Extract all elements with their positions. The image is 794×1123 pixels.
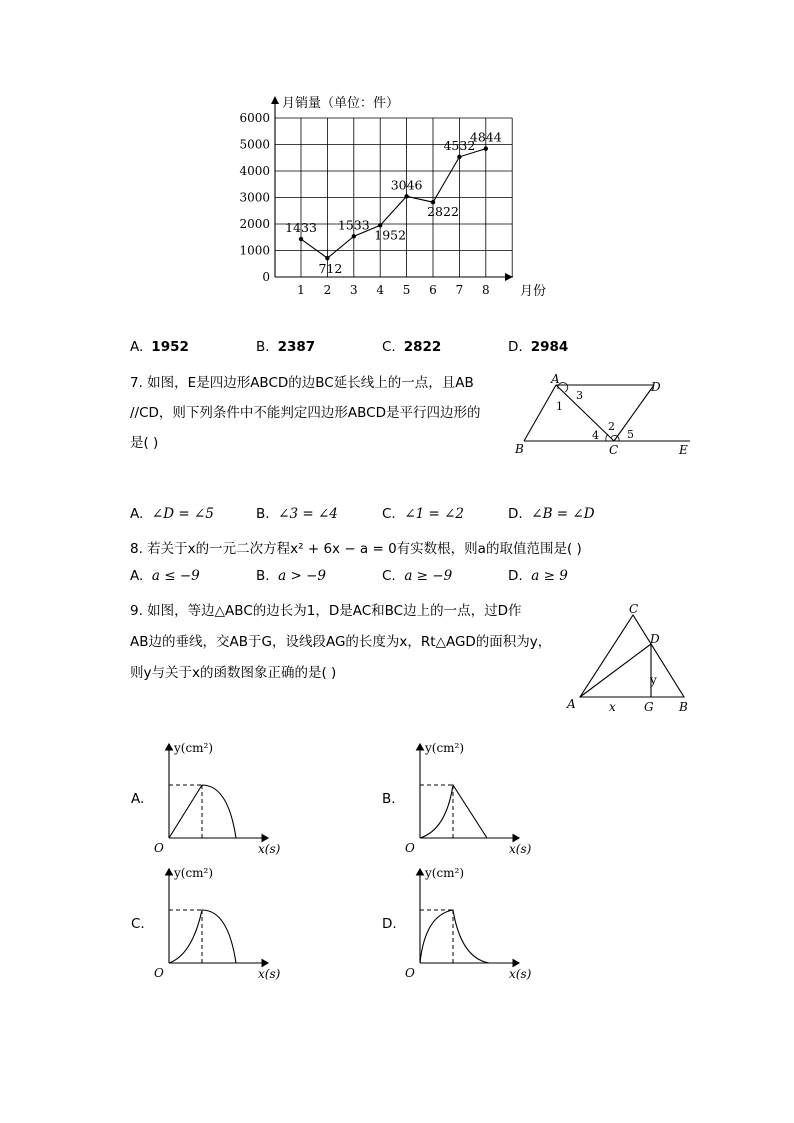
option-text: 2387 bbox=[277, 339, 316, 355]
option-text: 2822 bbox=[403, 339, 442, 355]
option-text: 2984 bbox=[530, 339, 569, 355]
x-tick-label: 7 bbox=[455, 283, 464, 297]
q7-figure bbox=[505, 370, 705, 460]
q9-option-c-letter[interactable]: C. bbox=[131, 916, 145, 932]
q7-text-line3: 是( ) bbox=[130, 435, 159, 451]
data-point bbox=[325, 256, 329, 260]
data-point bbox=[352, 234, 356, 238]
option-text: a > −9 bbox=[278, 568, 326, 584]
origin-label: O bbox=[405, 841, 415, 855]
y-tick-label: 0 bbox=[262, 270, 270, 284]
label-d: D bbox=[651, 380, 661, 394]
q8-option-c[interactable] bbox=[382, 568, 452, 584]
q7-option-b[interactable] bbox=[256, 506, 338, 522]
option-letter: B. bbox=[256, 339, 270, 355]
option-text: a ≥ 9 bbox=[531, 568, 568, 584]
option-letter: A. bbox=[130, 568, 144, 584]
option-letter: D. bbox=[508, 339, 523, 355]
data-label: 1533 bbox=[337, 217, 370, 233]
data-label: 4844 bbox=[469, 129, 502, 145]
data-point bbox=[484, 146, 488, 150]
option-letter: C. bbox=[382, 339, 396, 355]
option-text: ∠D = ∠5 bbox=[151, 506, 214, 522]
option-letter: B. bbox=[256, 506, 270, 522]
q6-option-d[interactable] bbox=[508, 339, 568, 355]
q7-option-a[interactable] bbox=[130, 506, 214, 522]
option-letter: A. bbox=[130, 506, 144, 522]
q9-graph-d[interactable] bbox=[401, 863, 541, 985]
data-label: 1433 bbox=[285, 220, 317, 236]
option-text: ∠1 = ∠2 bbox=[404, 506, 465, 522]
option-text: 1952 bbox=[151, 339, 189, 355]
q6-option-b[interactable] bbox=[256, 339, 315, 355]
q7-text-line2: //CD，则下列条件中不能判定四边形ABCD是平行四边形的 bbox=[130, 405, 481, 421]
y-axis-label: y(cm²) bbox=[425, 741, 465, 755]
x-tick-label: 5 bbox=[402, 283, 411, 297]
angle-3: 3 bbox=[576, 389, 583, 402]
label-c: C bbox=[629, 602, 639, 616]
option-text: a ≥ −9 bbox=[404, 568, 453, 584]
option-letter: B. bbox=[256, 568, 270, 584]
angle-4: 4 bbox=[592, 429, 599, 442]
label-a: A bbox=[567, 697, 576, 711]
q6-option-a[interactable] bbox=[130, 339, 189, 355]
y-axis-label: y(cm²) bbox=[174, 741, 214, 755]
origin-label: O bbox=[154, 966, 164, 980]
curve-d bbox=[420, 910, 489, 963]
y-axis-label: 月销量（单位：件） bbox=[282, 96, 400, 111]
option-text: a ≤ −9 bbox=[151, 568, 200, 584]
data-label: 3046 bbox=[390, 177, 423, 193]
x-axis-label: x(s) bbox=[509, 967, 532, 981]
x-tick-label: 6 bbox=[429, 283, 437, 297]
option-text: ∠B = ∠D bbox=[531, 506, 595, 522]
y-tick-label: 4000 bbox=[239, 164, 270, 178]
option-letter: C. bbox=[382, 568, 396, 584]
q9-graph-b[interactable] bbox=[401, 738, 541, 860]
label-b: B bbox=[515, 442, 524, 456]
y-axis-arrow bbox=[271, 96, 279, 104]
x-axis-label: x(s) bbox=[258, 967, 281, 981]
option-letter: C. bbox=[382, 506, 396, 522]
option-letter: D. bbox=[508, 506, 523, 522]
q7-text-line1: 7. 如图，E是四边形ABCD的边BC延长线上的一点，且AB bbox=[130, 375, 474, 391]
angle-5: 5 bbox=[627, 428, 634, 441]
q9-text-line2: AB边的垂线，交AB于G，设线段AG的长度为x，Rt△AGD的面积为y， bbox=[130, 634, 552, 650]
q8-option-b[interactable] bbox=[256, 568, 326, 584]
label-e: E bbox=[679, 443, 688, 457]
q6-option-c[interactable] bbox=[382, 339, 441, 355]
option-letter: D. bbox=[508, 568, 523, 584]
data-label: 2822 bbox=[427, 204, 459, 220]
label-g: G bbox=[644, 700, 654, 714]
y-tick-label: 3000 bbox=[239, 190, 270, 205]
q9-text-line1: 9. 如图，等边△ABC的边长为1，D是AC和BC边上的一点，过D作 bbox=[130, 603, 522, 619]
q8-text-line1: 8. 若关于x的一元二次方程x² + 6x − a = 0有实数根，则a的取值范围是( ) bbox=[130, 541, 582, 557]
q9-graph-c[interactable] bbox=[150, 863, 290, 985]
x-axis-label: x(s) bbox=[509, 842, 532, 856]
y-axis-label: y(cm²) bbox=[174, 866, 214, 880]
x-tick-label: 2 bbox=[323, 283, 332, 297]
data-point bbox=[404, 194, 408, 198]
label-a: A bbox=[551, 372, 560, 386]
origin-label: O bbox=[405, 966, 415, 980]
q9-triangle-figure bbox=[560, 598, 705, 718]
q9-option-b-letter[interactable]: B. bbox=[382, 791, 396, 807]
y-tick-label: 6000 bbox=[239, 111, 270, 125]
label-d: D bbox=[650, 632, 660, 646]
angle-2: 2 bbox=[608, 420, 615, 433]
option-text: ∠3 = ∠4 bbox=[278, 506, 338, 522]
x-tick-label: 3 bbox=[349, 283, 358, 297]
angle-1: 1 bbox=[556, 400, 563, 413]
data-point bbox=[457, 155, 461, 159]
q7-option-c[interactable] bbox=[382, 506, 464, 522]
option-letter: A. bbox=[130, 339, 144, 355]
x-tick-label: 4 bbox=[376, 283, 385, 297]
q9-text-line3: 则y与关于x的函数图象正确的是( ) bbox=[130, 665, 337, 681]
label-c: C bbox=[609, 443, 619, 457]
x-tick-label: 8 bbox=[481, 283, 490, 297]
q9-option-a-letter[interactable]: A. bbox=[131, 791, 145, 807]
q8-option-a[interactable] bbox=[130, 568, 200, 584]
x-axis-label: 月份 bbox=[520, 284, 547, 299]
q7-option-d[interactable] bbox=[508, 506, 595, 522]
q9-option-d-letter[interactable]: D. bbox=[382, 916, 397, 932]
data-point bbox=[299, 237, 303, 241]
label-x: x bbox=[609, 700, 616, 714]
label-b: B bbox=[679, 700, 688, 714]
y-axis-label: y(cm²) bbox=[425, 866, 465, 880]
chart-labels bbox=[285, 130, 502, 276]
y-tick-label: 1000 bbox=[239, 243, 270, 258]
data-label: 712 bbox=[318, 261, 343, 277]
y-tick-label: 5000 bbox=[239, 137, 270, 152]
x-axis-arrow bbox=[505, 273, 513, 281]
x-tick-label: 1 bbox=[297, 283, 305, 297]
q9-graph-a[interactable] bbox=[150, 738, 290, 860]
x-axis-label: x(s) bbox=[258, 842, 281, 856]
origin-label: O bbox=[154, 841, 164, 855]
label-y: y bbox=[650, 673, 657, 687]
q8-option-d[interactable] bbox=[508, 568, 568, 584]
data-label: 4532 bbox=[443, 137, 476, 153]
sales-chart bbox=[230, 88, 570, 303]
data-label: 1952 bbox=[374, 227, 407, 243]
y-tick-label: 2000 bbox=[239, 217, 270, 231]
